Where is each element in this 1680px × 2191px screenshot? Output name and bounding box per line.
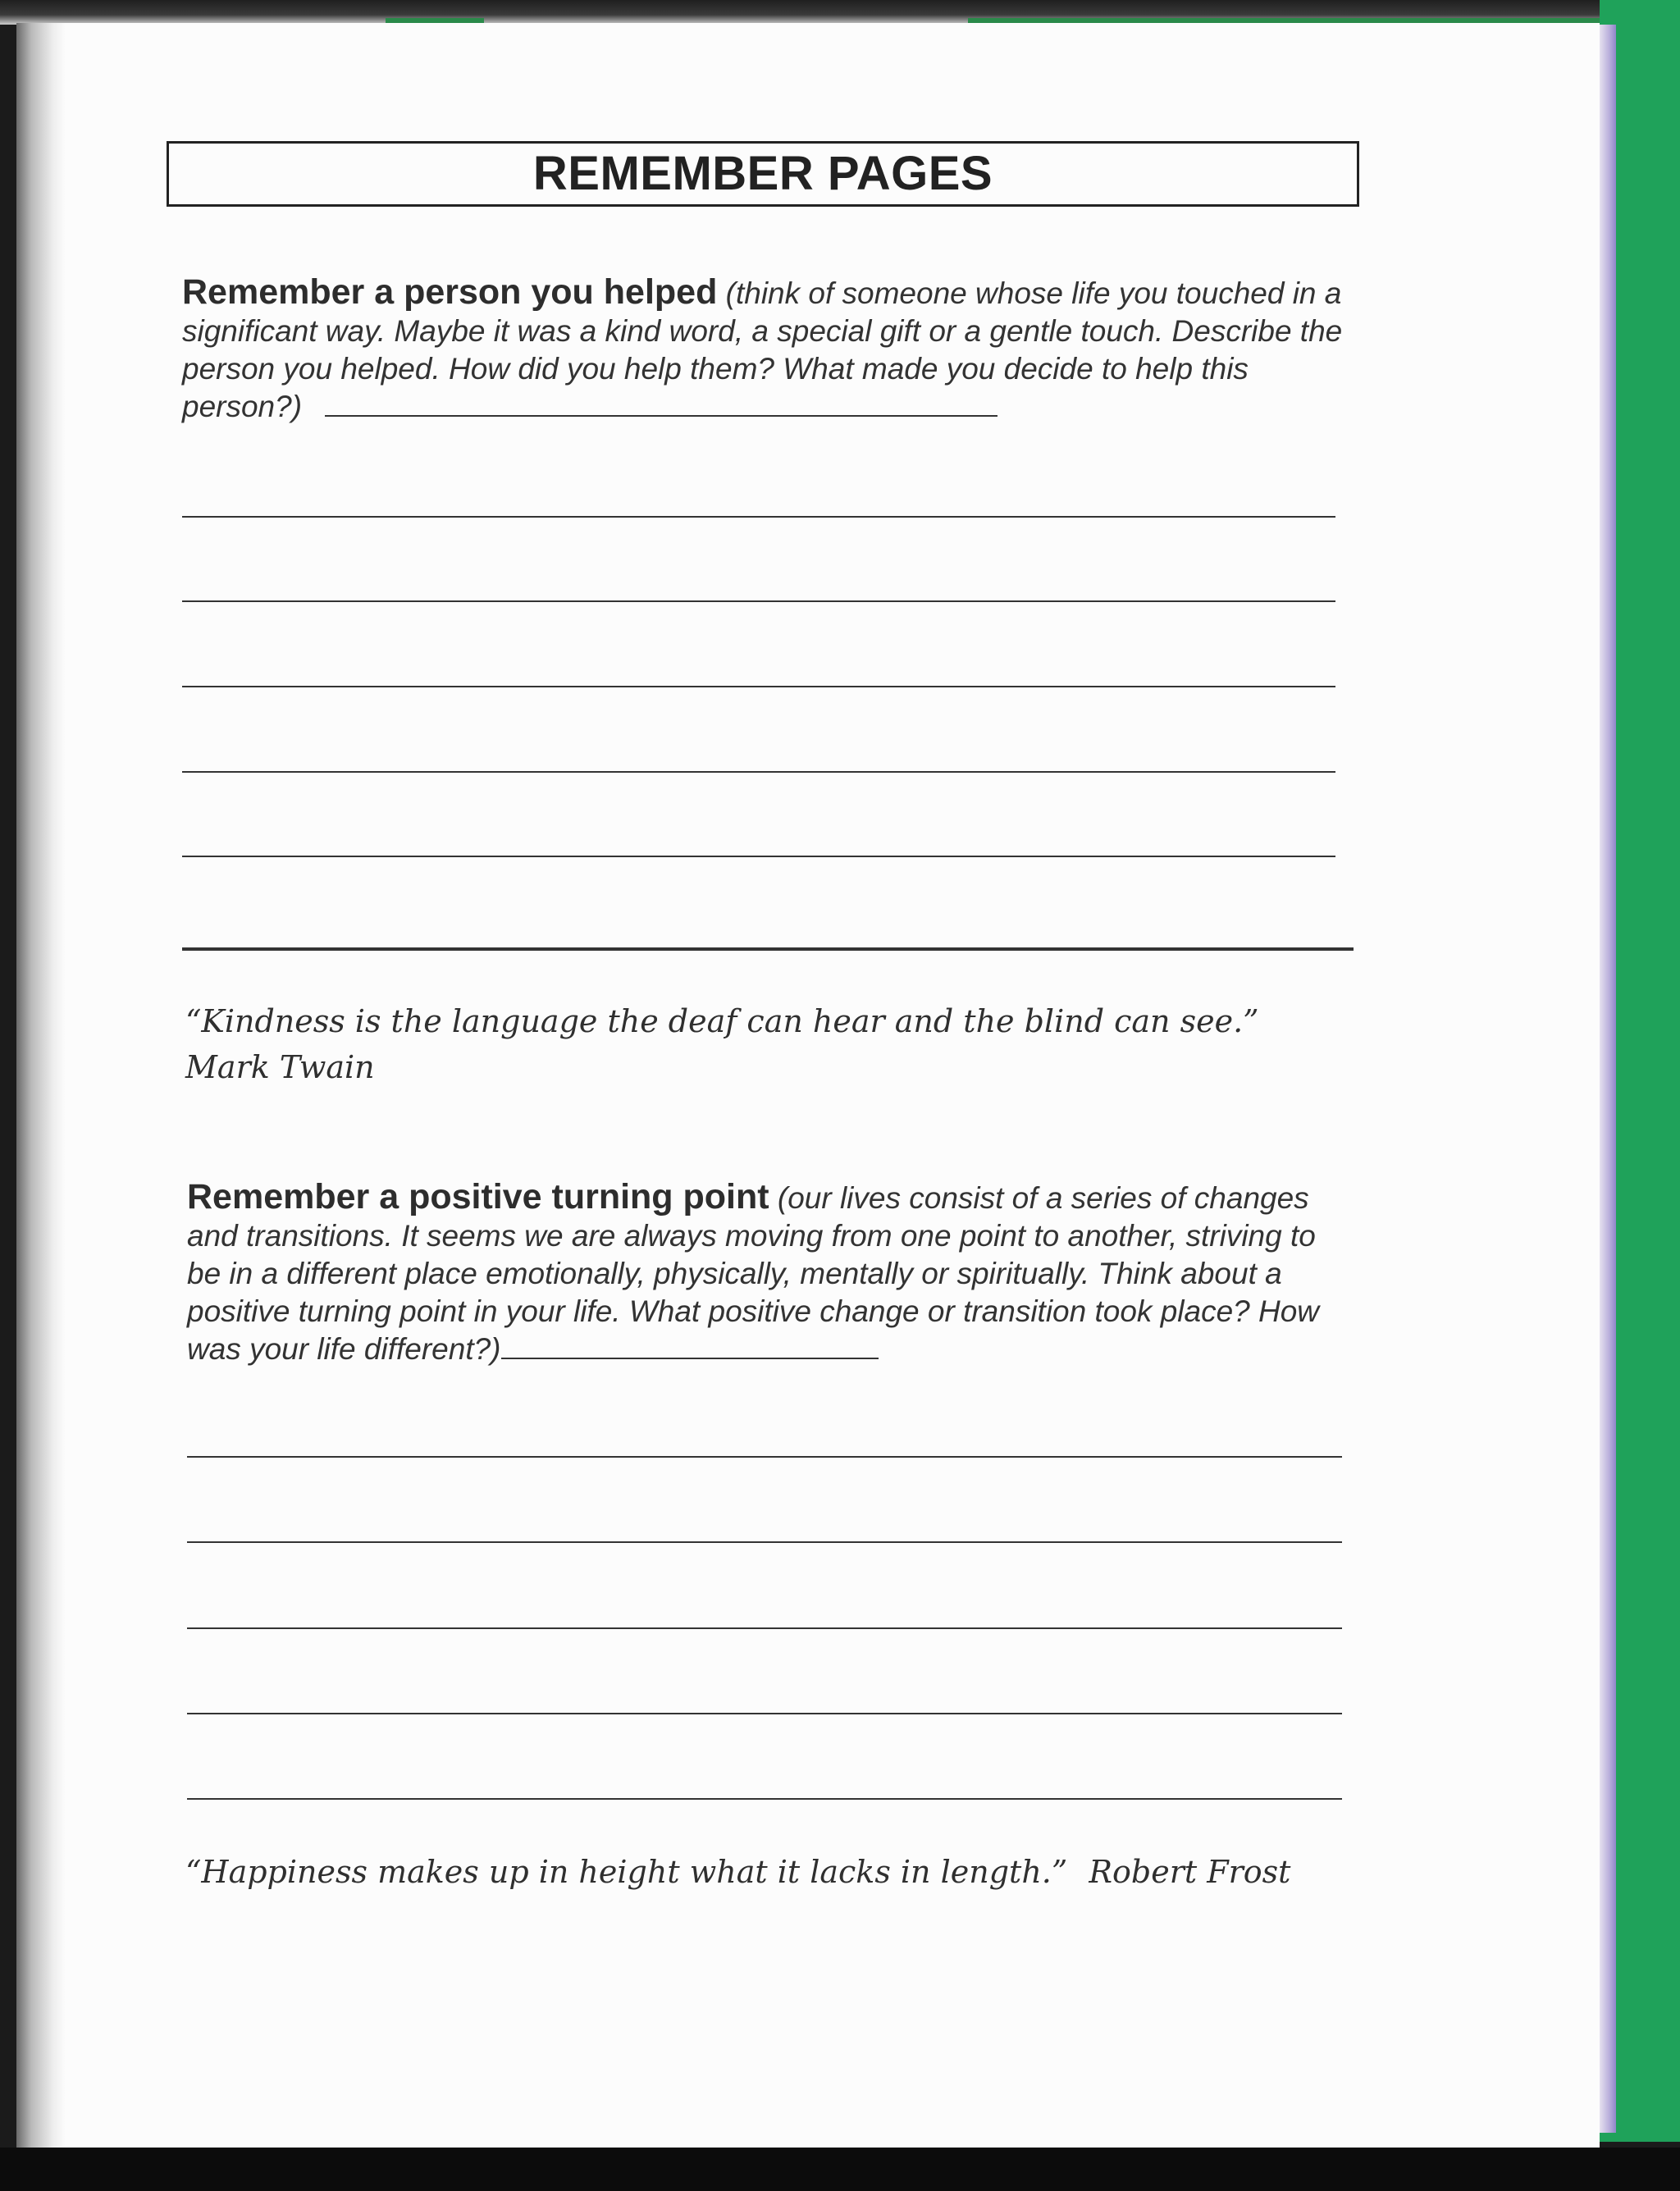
section-turning-point-heading: Remember a positive turning point xyxy=(187,1177,769,1216)
quote-happiness-text: “Happiness makes up in height what it lacks in length.” xyxy=(185,1854,1068,1890)
section-turning-point-prompt xyxy=(187,1178,1352,1368)
section-person-helped xyxy=(182,273,1347,426)
quote-happiness xyxy=(185,1849,1350,1895)
answer-line[interactable] xyxy=(187,1456,1342,1458)
answer-line[interactable] xyxy=(182,516,1335,518)
answer-line[interactable] xyxy=(182,856,1335,857)
section-person-helped-heading: Remember a person you helped xyxy=(182,272,718,312)
answer-line[interactable] xyxy=(182,686,1335,687)
scan-top-edge xyxy=(0,0,1680,25)
section-turning-point xyxy=(187,1178,1352,1368)
answer-line[interactable] xyxy=(501,1358,879,1359)
section-person-helped-prompt xyxy=(182,273,1347,426)
quote-kindness-text: “Kindness is the language the deaf can hear and the blind can see.” xyxy=(185,1003,1259,1039)
page-title: REMEMBER PAGES xyxy=(532,147,993,200)
quote-kindness xyxy=(185,998,1334,1090)
quote-happiness-author: Robert Frost xyxy=(1089,1854,1291,1890)
answer-line[interactable] xyxy=(187,1713,1342,1714)
page-title-box xyxy=(167,141,1359,207)
answer-line[interactable] xyxy=(187,1541,1342,1543)
section-person-helped-instructions: (think of someone whose life you touched in a significant way. Maybe it was a kind word, a special gift or a gentle touch. Describe the person you helped. How did you help them? What made you decide to help this person?) xyxy=(182,276,1343,423)
scan-bottom-edge xyxy=(0,2148,1680,2191)
quote-kindness-author: Mark Twain xyxy=(185,1049,375,1085)
answer-line[interactable] xyxy=(187,1798,1342,1800)
section-divider xyxy=(182,947,1354,951)
answer-line[interactable] xyxy=(325,415,998,417)
answer-line[interactable] xyxy=(187,1627,1342,1629)
section-turning-point-instructions: (our lives consist of a series of changes and transitions. It seems we are always moving from one point to another, striving to be in a different place emotionally, physically, mentally or spiritually. Think about a positive turning point in your life. What positive change or transition took place? How was your life different?) xyxy=(187,1181,1320,1366)
answer-line[interactable] xyxy=(182,600,1335,602)
answer-line[interactable] xyxy=(182,771,1335,773)
page-stack-edge xyxy=(1600,25,1616,2133)
page-gutter-shadow xyxy=(16,23,66,2148)
